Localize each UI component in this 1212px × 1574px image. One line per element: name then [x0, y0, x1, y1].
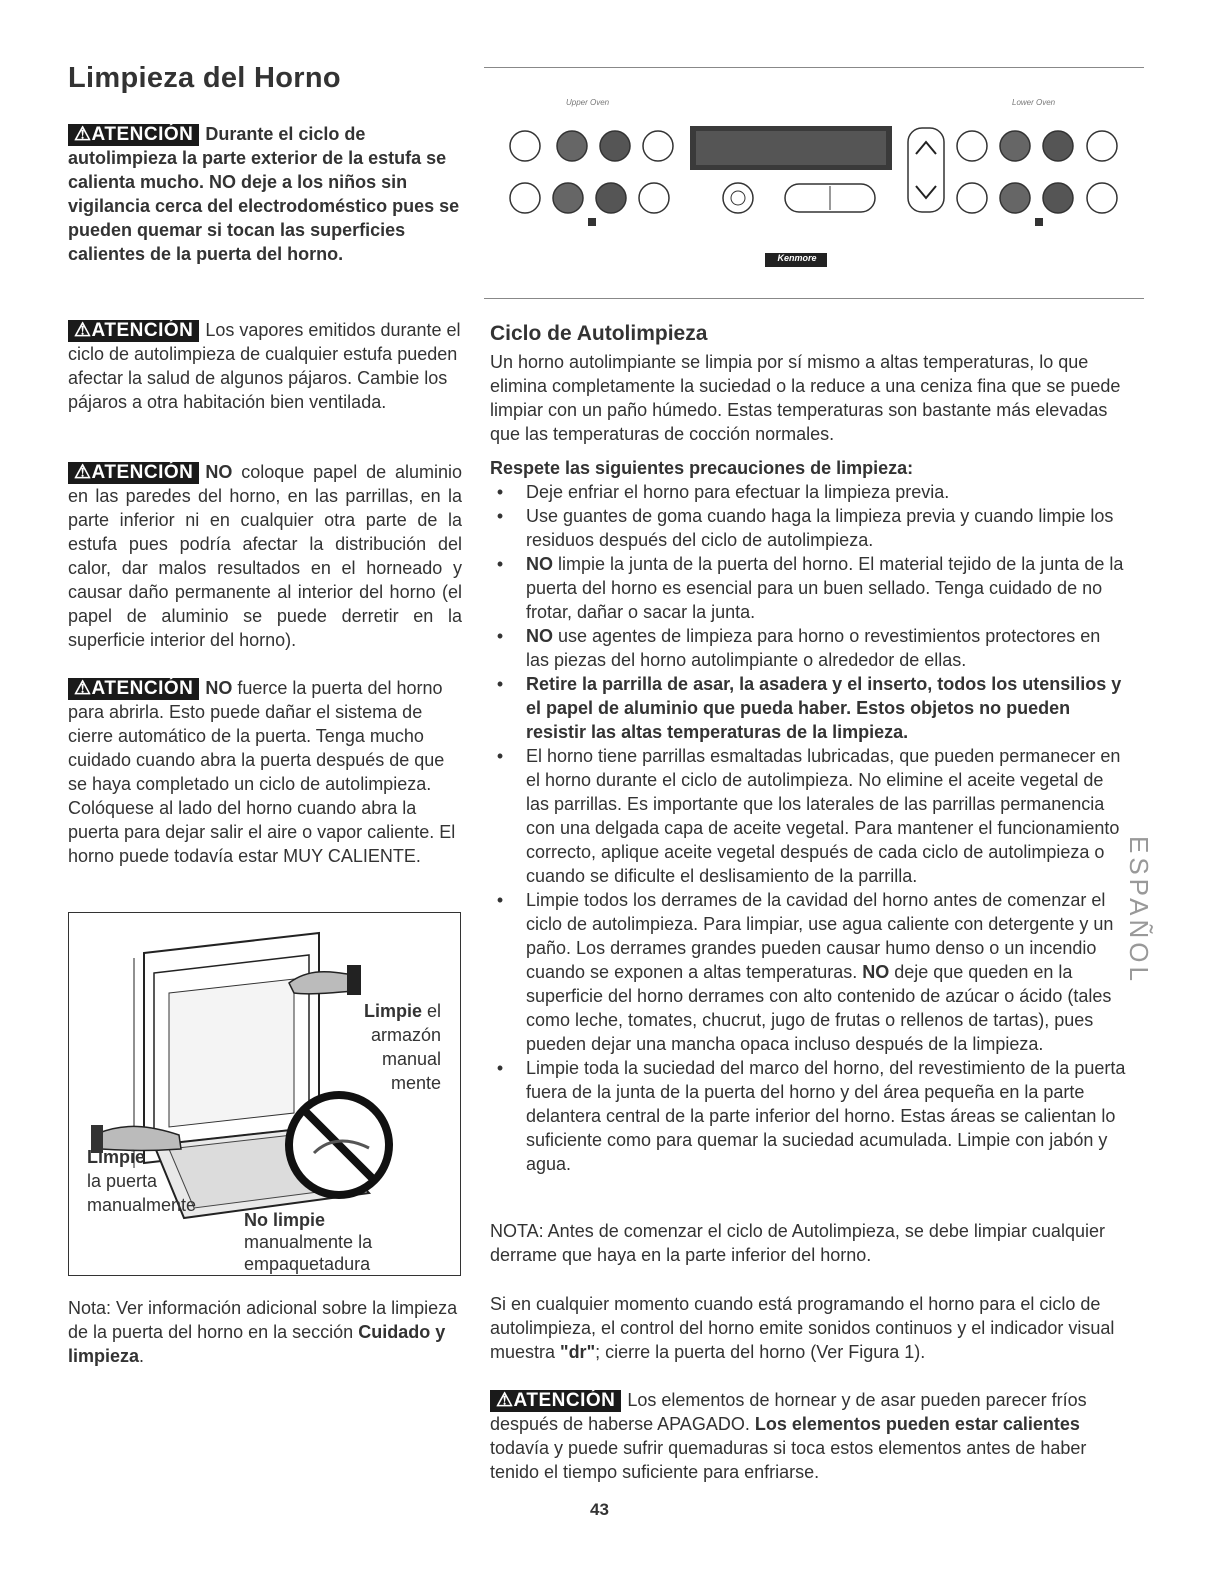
- list-item: • NO limpie la junta de la puerta del horno. El material tejido de la junta de la puerta del horno es esencial para un buen sellado. Tenga cuidado de no frotar, dañar o sacar la junta.: [496, 554, 1124, 622]
- warning-badge: ⚠ATENCIÓN: [68, 462, 199, 484]
- final-warning: ⚠ATENCIÓN Los elementos de hornear y de asar pueden parecer fríos después de haberse APAGADO. Los elementos pueden estar calientes todavía y puede sufrir quemaduras si toca estos elementos antes de haber tenido el tiempo suficiente para enfriarse.: [490, 1390, 1087, 1482]
- warning-4: ⚠ATENCIÓN NO fuerce la puerta del horno para abrirla. Esto puede dañar el sistema de cierre automático de la puerta. Tenga mucho cuidado cuando abra la puerta después de que se haya completado un ciclo de autolimpieza. Colóquese al lado del horno cuando abra la puerta para dejar salir el aire o vapor caliente. El horno puede todavía estar MUY CALIENTE.: [68, 678, 456, 866]
- brand-logo: Kenmore: [777, 253, 817, 263]
- page-title: Limpieza del Horno: [68, 62, 341, 94]
- warning-text: Los vapores emitidos durante el ciclo de autolimpieza de cualquier estufa pueden afectar la salud de algunos pájaros. Cambie los pájaros a otra habitación bien ventilada.: [68, 320, 461, 412]
- precautions-list: [490, 480, 1128, 1176]
- lower-oven-label: Lower Oven: [1012, 98, 1056, 107]
- list-item: • Deje enfriar el horno para efectuar la limpieza previa.: [496, 482, 950, 502]
- section-title: Ciclo de Autolimpieza: [490, 322, 708, 345]
- warning-2: [68, 318, 462, 414]
- label-gasket: No limpie manualmente la empaquetadura: [244, 1210, 373, 1274]
- list-item: • Use guantes de goma cuando haga la limpieza previa y cuando limpie los residuos después del ciclo de autolimpieza.: [496, 506, 1114, 550]
- warning-badge: ⚠ATENCIÓN: [490, 1390, 621, 1412]
- list-item: • NO use agentes de limpieza para horno o revestimientos protectores en las piezas del horno autolimpiante o alrededor de ellas.: [496, 626, 1101, 670]
- panel-divider: [484, 298, 1144, 299]
- nota: NOTA: Antes de comenzar el ciclo de Autolimpieza, se debe limpiar cualquier derrame que haya en la parte inferior del horno.: [490, 1221, 1105, 1265]
- oven-cleaning-figure: [68, 912, 461, 1276]
- note-left: Nota: Ver información adicional sobre la limpieza de la puerta del horno en la sección Cuidado y limpieza.: [68, 1298, 458, 1366]
- label-frame: Limpie el armazón manual mente: [363, 1001, 441, 1093]
- warning-1: [68, 122, 462, 266]
- list-item: • Retire la parrilla de asar, la asadera y el inserto, todos los utensilios y el papel de aluminio que pueda haber. Estos objetos no pueden resistir las altas temperaturas de la limpieza.: [496, 674, 1122, 742]
- label-door: Limpie la puerta manualmente: [87, 1147, 197, 1215]
- page-number: 43: [590, 1500, 609, 1519]
- warning-badge: ⚠ATENCIÓN: [68, 124, 199, 146]
- dr-paragraph: Si en cualquier momento cuando está programando el horno para el ciclo de autolimpieza, el control del horno emite sonidos continuos y el indicador visual muestra "dr"; cierre la puerta del horno (Ver Figura 1).: [490, 1294, 1115, 1362]
- precautions-title: Respete las siguientes precauciones de limpieza:: [490, 458, 914, 478]
- warning-3: ⚠ATENCIÓN NO coloque papel de aluminio en las paredes del horno, en las parrillas, en la parte inferior ni en cualquier otra parte de la estufa pues podría afectar la distribución del calor, dar malos resultados en el horneado y causar daño permanente al interior del horno (el papel de aluminio se puede derretir en la superficie interior del horno).: [68, 462, 462, 650]
- list-item: • Limpie todos los derrames de la cavidad del horno antes de comenzar el ciclo de autolimpieza. Para limpiar, use agua caliente con detergente y un paño. Los derrames grandes pueden causar humo denso o un incendio cuando se exponen a altas temperaturas. NO deje que queden en la superficie del horno derrames con alto contenido de azúcar o ácido (tales como leche, tomates, chucrut, jugo de frutas o rellenos de tartas), pues pueden dejar una mancha opaca incluso después de la limpieza.: [496, 890, 1114, 1054]
- section-intro: Un horno autolimpiante se limpia por sí mismo a altas temperaturas, lo que elimina completamente la suciedad o la reduce a una ceniza fina que se puede limpiar con un paño húmedo. Estas temperaturas son bastante más elevadas que las temperaturas de cocción normales.: [490, 352, 1121, 444]
- control-panel: [490, 92, 1130, 282]
- warning-text: coloque papel de aluminio en las paredes del horno, en las parrillas, en la parte inferior ni en cualquier otra parte de la estufa pues podría afectar la distribución del calor, dar malos resultados en el horneado y causar daño permanente al interior del horno (el papel de aluminio se puede derretir en la superficie interior del horno).: [68, 462, 462, 650]
- list-item: • El horno tiene parrillas esmaltadas lubricadas, que pueden permanecer en el horno durante el ciclo de autolimpieza. No elimine el aceite vegetal de las parrillas. Es importante que los laterales de las parrillas permanencia con una delgada capa de aceite vegetal. Para mantener el funcionamiento correcto, aplique aceite vegetal después de cada ciclo de autolimpieza o cuando se dificulte el deslisamiento de la parrilla.: [496, 746, 1121, 886]
- warning-text: Durante el ciclo de autolimpieza la parte exterior de la estufa se calienta mucho. NO deje a los niños sin vigilancia cerca del electrodoméstico pues se pueden quemar si tocan las superficies calientes de la puerta del horno.: [68, 124, 460, 264]
- warning-badge: ⚠ATENCIÓN: [68, 320, 199, 342]
- list-item: • Limpie toda la suciedad del marco del horno, del revestimiento de la puerta fuera de la junta de la puerta del horno y del área pequeña en la parte delantera central de la parte inferior del horno. Estas áreas se calientan lo suficiente como para quemar la suciedad acumulada. Limpie con jabón y agua.: [496, 1058, 1126, 1174]
- warning-badge: ⚠ATENCIÓN: [68, 678, 199, 700]
- warning-text: fuerce la puerta del horno para abrirla. Esto puede dañar el sistema de cierre automático de la puerta. Tenga mucho cuidado cuando abra la puerta después de que se haya completado un ciclo de autolimpieza. Colóquese al lado del horno cuando abra la puerta para dejar salir el aire o vapor caliente. El horno puede todavía estar MUY CALIENTE.: [68, 678, 456, 866]
- top-divider: [484, 67, 1144, 68]
- upper-oven-label: Upper Oven: [566, 98, 610, 107]
